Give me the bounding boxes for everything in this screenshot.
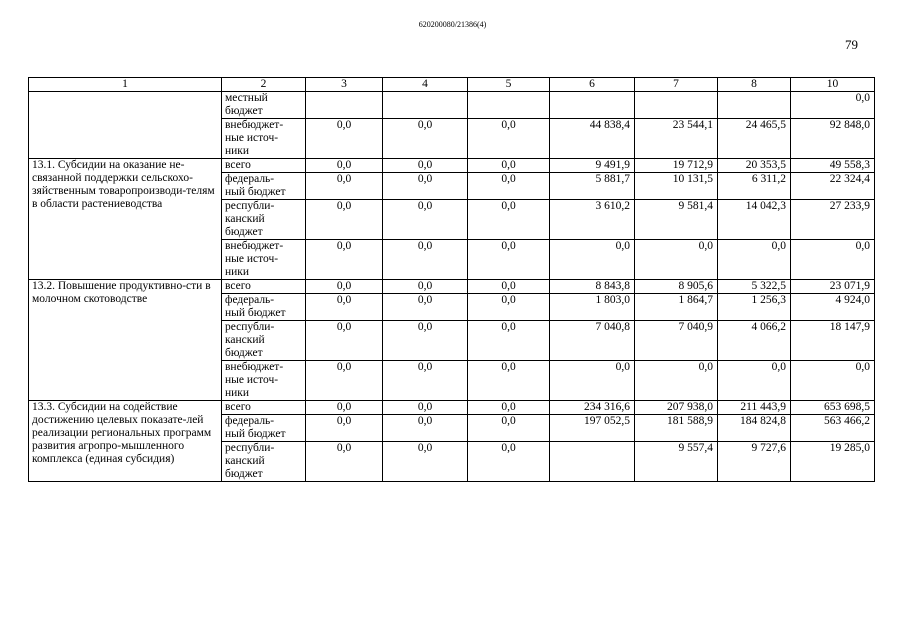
value-col-10: 0,0	[791, 240, 875, 280]
value-col-8: 24 465,5	[718, 119, 791, 159]
value-col-10: 92 848,0	[791, 119, 875, 159]
funding-source: республи- канский бюджет	[222, 321, 306, 361]
value-col-5: 0,0	[468, 294, 550, 321]
value-col-3: 0,0	[306, 280, 383, 294]
value-col-3: 0,0	[306, 415, 383, 442]
value-col-5: 0,0	[468, 321, 550, 361]
value-col-4: 0,0	[383, 321, 468, 361]
value-col-3: 0,0	[306, 200, 383, 240]
value-col-10: 23 071,9	[791, 280, 875, 294]
col-header-5: 5	[468, 78, 550, 92]
col-header-7: 7	[635, 78, 718, 92]
funding-source: федераль- ный бюджет	[222, 294, 306, 321]
value-col-4: 0,0	[383, 200, 468, 240]
value-col-8	[718, 92, 791, 119]
budget-table	[28, 77, 875, 482]
value-col-10: 19 285,0	[791, 442, 875, 482]
value-col-6: 7 040,8	[550, 321, 635, 361]
funding-source: республи- канский бюджет	[222, 200, 306, 240]
value-col-6	[550, 92, 635, 119]
measure-description: 13.2. Повышение продуктивно-сти в молочном скотоводстве	[29, 280, 222, 401]
value-col-8: 1 256,3	[718, 294, 791, 321]
value-col-8: 4 066,2	[718, 321, 791, 361]
value-col-4: 0,0	[383, 401, 468, 415]
document-code: 620200080/21386(4)	[418, 20, 487, 29]
funding-source: республи- канский бюджет	[222, 442, 306, 482]
value-col-8: 211 443,9	[718, 401, 791, 415]
value-col-3: 0,0	[306, 119, 383, 159]
value-col-4: 0,0	[383, 119, 468, 159]
col-header-1: 1	[29, 78, 222, 92]
value-col-4: 0,0	[383, 442, 468, 482]
value-col-3: 0,0	[306, 401, 383, 415]
value-col-3: 0,0	[306, 240, 383, 280]
funding-source: внебюджет- ные источ- ники	[222, 240, 306, 280]
value-col-7: 8 905,6	[635, 280, 718, 294]
funding-source: внебюджет- ные источ- ники	[222, 119, 306, 159]
value-col-8: 184 824,8	[718, 415, 791, 442]
table-row	[29, 280, 875, 294]
value-col-4	[383, 92, 468, 119]
value-col-6: 8 843,8	[550, 280, 635, 294]
value-col-4: 0,0	[383, 280, 468, 294]
value-col-8: 9 727,6	[718, 442, 791, 482]
value-col-10: 563 466,2	[791, 415, 875, 442]
value-col-10: 0,0	[791, 92, 875, 119]
value-col-10: 0,0	[791, 361, 875, 401]
value-col-3: 0,0	[306, 361, 383, 401]
funding-source: внебюджет- ные источ- ники	[222, 361, 306, 401]
table-row	[29, 92, 875, 119]
value-col-6: 3 610,2	[550, 200, 635, 240]
funding-source: местный бюджет	[222, 92, 306, 119]
col-header-2: 2	[222, 78, 306, 92]
value-col-6: 197 052,5	[550, 415, 635, 442]
value-col-5: 0,0	[468, 240, 550, 280]
value-col-6: 234 316,6	[550, 401, 635, 415]
value-col-10: 22 324,4	[791, 173, 875, 200]
value-col-3: 0,0	[306, 294, 383, 321]
value-col-10: 49 558,3	[791, 159, 875, 173]
value-col-6: 5 881,7	[550, 173, 635, 200]
measure-description: 13.3. Субсидии на содействие достижению целевых показате-лей реализации региональных программ развития агропро-мышленного комплекса (единая субсидия)	[29, 401, 222, 482]
value-col-5: 0,0	[468, 173, 550, 200]
value-col-4: 0,0	[383, 415, 468, 442]
value-col-5: 0,0	[468, 361, 550, 401]
col-header-10: 10	[791, 78, 875, 92]
value-col-5: 0,0	[468, 200, 550, 240]
value-col-7: 7 040,9	[635, 321, 718, 361]
table-body	[29, 92, 875, 482]
page-number: 79	[845, 37, 858, 52]
value-col-7: 19 712,9	[635, 159, 718, 173]
funding-source: всего	[222, 159, 306, 173]
col-header-3: 3	[306, 78, 383, 92]
value-col-10: 27 233,9	[791, 200, 875, 240]
value-col-6: 0,0	[550, 240, 635, 280]
value-col-8: 20 353,5	[718, 159, 791, 173]
col-header-6: 6	[550, 78, 635, 92]
value-col-4: 0,0	[383, 294, 468, 321]
value-col-5: 0,0	[468, 442, 550, 482]
value-col-10: 653 698,5	[791, 401, 875, 415]
funding-source: всего	[222, 401, 306, 415]
value-col-8: 0,0	[718, 240, 791, 280]
value-col-8: 5 322,5	[718, 280, 791, 294]
value-col-5: 0,0	[468, 415, 550, 442]
funding-source: всего	[222, 280, 306, 294]
value-col-6: 9 491,9	[550, 159, 635, 173]
table-row	[29, 401, 875, 415]
value-col-7: 1 864,7	[635, 294, 718, 321]
value-col-3	[306, 92, 383, 119]
col-header-8: 8	[718, 78, 791, 92]
value-col-8: 0,0	[718, 361, 791, 401]
value-col-7: 9 557,4	[635, 442, 718, 482]
funding-source: федераль- ный бюджет	[222, 415, 306, 442]
measure-description	[29, 92, 222, 159]
value-col-5: 0,0	[468, 401, 550, 415]
value-col-3: 0,0	[306, 173, 383, 200]
value-col-4: 0,0	[383, 240, 468, 280]
value-col-7: 0,0	[635, 240, 718, 280]
value-col-6	[550, 442, 635, 482]
value-col-4: 0,0	[383, 361, 468, 401]
value-col-6: 44 838,4	[550, 119, 635, 159]
measure-description: 13.1. Субсидии на оказание не-связанной поддержки сельскохо-зяйственным товаропроизводи-телям в области растениеводства	[29, 159, 222, 280]
value-col-8: 6 311,2	[718, 173, 791, 200]
value-col-8: 14 042,3	[718, 200, 791, 240]
value-col-5: 0,0	[468, 119, 550, 159]
value-col-7: 9 581,4	[635, 200, 718, 240]
col-header-4: 4	[383, 78, 468, 92]
value-col-6: 0,0	[550, 361, 635, 401]
value-col-7	[635, 92, 718, 119]
value-col-7: 181 588,9	[635, 415, 718, 442]
value-col-7: 207 938,0	[635, 401, 718, 415]
funding-source: федераль- ный бюджет	[222, 173, 306, 200]
value-col-10: 4 924,0	[791, 294, 875, 321]
value-col-3: 0,0	[306, 321, 383, 361]
value-col-7: 23 544,1	[635, 119, 718, 159]
header-row	[29, 78, 875, 92]
table-row	[29, 159, 875, 173]
value-col-4: 0,0	[383, 173, 468, 200]
value-col-7: 0,0	[635, 361, 718, 401]
value-col-4: 0,0	[383, 159, 468, 173]
value-col-3: 0,0	[306, 442, 383, 482]
value-col-5: 0,0	[468, 280, 550, 294]
value-col-5	[468, 92, 550, 119]
value-col-10: 18 147,9	[791, 321, 875, 361]
value-col-7: 10 131,5	[635, 173, 718, 200]
value-col-3: 0,0	[306, 159, 383, 173]
value-col-5: 0,0	[468, 159, 550, 173]
value-col-6: 1 803,0	[550, 294, 635, 321]
